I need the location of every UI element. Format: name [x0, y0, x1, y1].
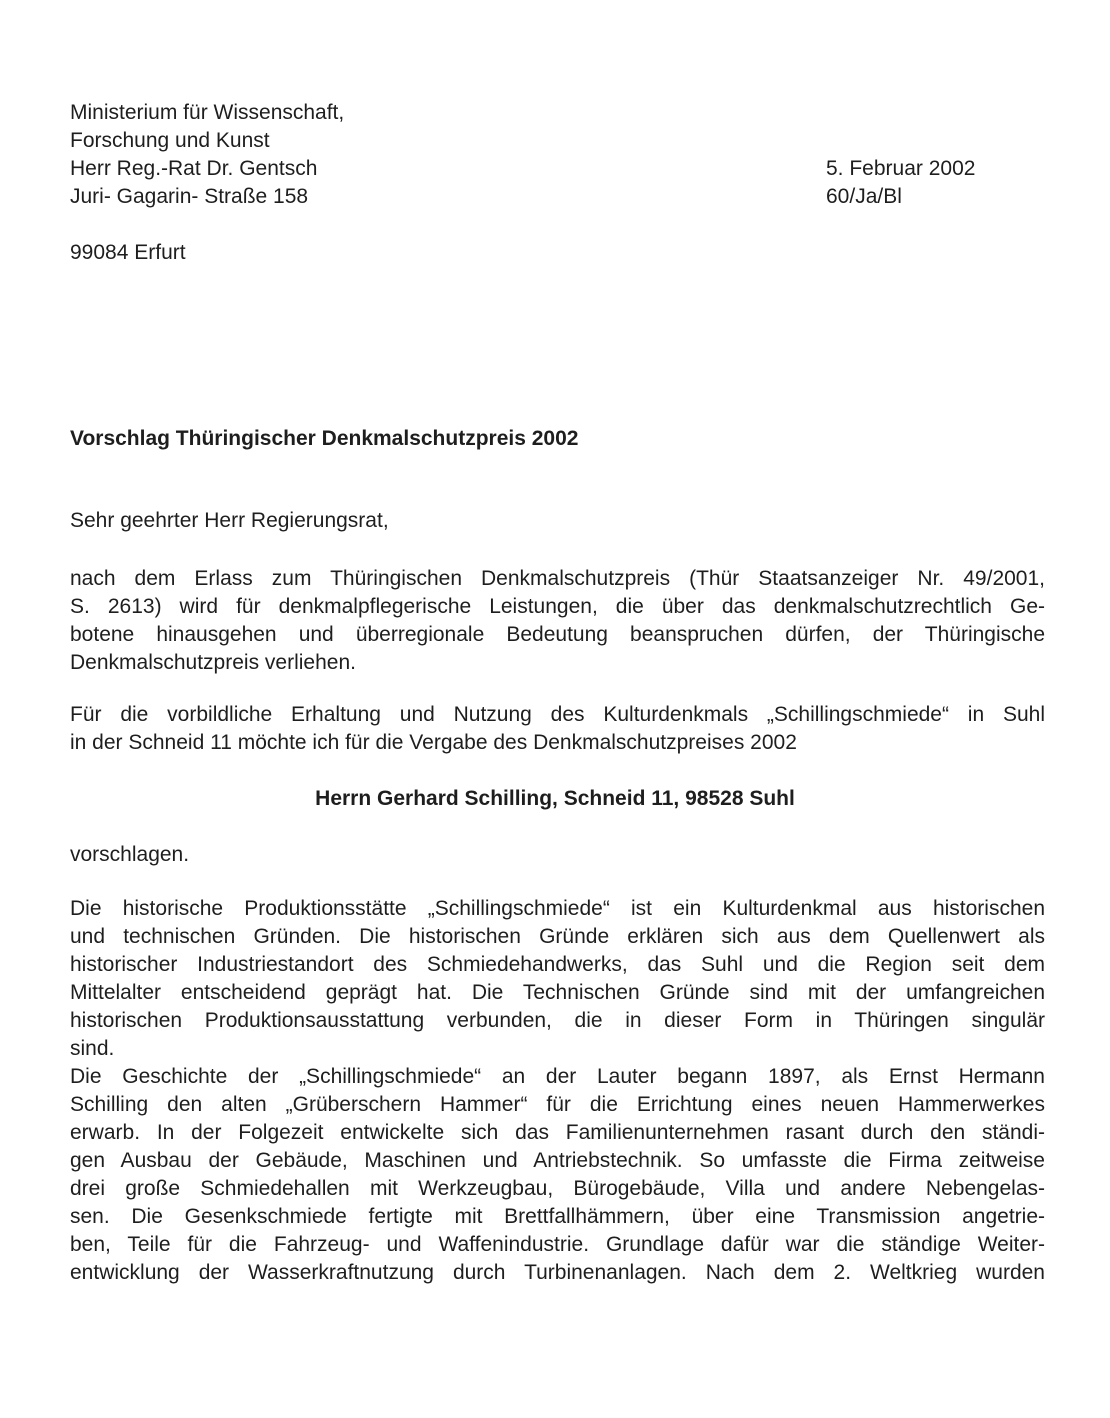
paragraph-line: in der Schneid 11 möchte ich für die Vergabe des Denkmalschutzpreises 2002 — [70, 731, 797, 754]
paragraph-line: erwarb. In der Folgezeit entwickelte sich das Familienunternehmen rasant durch den ständi- — [70, 1121, 1045, 1144]
paragraph-line: historischen Produktionsausstattung verbunden, die in dieser Form in Thüringen singulär — [70, 1009, 1045, 1032]
paragraph-line: Für die vorbildliche Erhaltung und Nutzung des Kulturdenkmals „Schillingschmiede“ in Suhl — [70, 703, 1045, 726]
paragraph-erlass — [70, 565, 1045, 677]
letter-date: 5. Februar 2002 — [826, 157, 976, 180]
recipient-line: Herr Reg.-Rat Dr. Gentsch — [70, 157, 318, 180]
recipient-line: Ministerium für Wissenschaft, — [70, 101, 345, 124]
paragraph-line: Schilling den alten „Grüberschern Hammer“ für die Errichtung eines neuen Hammerwerkes — [70, 1093, 1045, 1116]
paragraph-history — [70, 895, 1045, 1287]
paragraph-proposal — [70, 701, 1045, 757]
recipient-city: 99084 Erfurt — [70, 241, 186, 264]
recipient-line: Forschung und Kunst — [70, 129, 270, 152]
paragraph-line: drei große Schmiedehallen mit Werkzeugbau, Bürogebäude, Villa und andere Nebengelas- — [70, 1177, 1045, 1200]
date-reference-block — [826, 155, 975, 211]
paragraph-line: gen Ausbau der Gebäude, Maschinen und Antriebstechnik. So umfasste die Firma zeitweise — [70, 1149, 1045, 1172]
salutation: Sehr geehrter Herr Regierungsrat, — [70, 509, 389, 532]
paragraph-line: nach dem Erlass zum Thüringischen Denkmalschutzpreis (Thür Staatsanzeiger Nr. 49/2001, — [70, 567, 1045, 590]
nominee-line — [0, 785, 1110, 813]
paragraph-line: entwicklung der Wasserkraftnutzung durch Turbinenanlagen. Nach dem 2. Weltkrieg wurden — [70, 1261, 1045, 1284]
paragraph-line: Die Geschichte der „Schillingschmiede“ an der Lauter begann 1897, als Ernst Hermann — [70, 1065, 1045, 1088]
recipient-line: Juri- Gagarin- Straße 158 — [70, 185, 309, 208]
paragraph-line: und technischen Gründen. Die historischen Gründe erklären sich aus dem Quellenwert als — [70, 925, 1045, 948]
paragraph-line: historischer Industriestandort des Schmiedehandwerks, das Suhl und die Region seit dem — [70, 953, 1045, 976]
paragraph-line: S. 2613) wird für denkmalpflegerische Leistungen, die über das denkmalschutzrechtlich Ge- — [70, 595, 1045, 618]
paragraph-line: Mittelalter entscheidend geprägt hat. Die Technischen Gründe sind mit der umfangreichen — [70, 981, 1045, 1004]
paragraph-line: Die historische Produktionsstätte „Schillingschmiede“ ist ein Kulturdenkmal aus historischen — [70, 897, 1045, 920]
paragraph-line: ben, Teile für die Fahrzeug- und Waffenindustrie. Grundlage dafür war die ständige Weiter- — [70, 1233, 1045, 1256]
reference-code: 60/Ja/Bl — [826, 185, 902, 208]
paragraph-line: sind. — [70, 1037, 115, 1060]
closing-word: vorschlagen. — [70, 843, 190, 866]
recipient-address — [70, 99, 344, 211]
nominee-name-address: Herrn Gerhard Schilling, Schneid 11, 98528 Suhl — [315, 787, 795, 810]
paragraph-line: sen. Die Gesenkschmiede fertigte mit Brettfallhämmern, über eine Transmission angetrie- — [70, 1205, 1045, 1228]
paragraph-line: botene hinausgehen und überregionale Bedeutung beanspruchen dürfen, der Thüringische — [70, 623, 1045, 646]
subject-line: Vorschlag Thüringischer Denkmalschutzpreis 2002 — [70, 427, 579, 450]
paragraph-line: Denkmalschutzpreis verliehen. — [70, 651, 356, 674]
